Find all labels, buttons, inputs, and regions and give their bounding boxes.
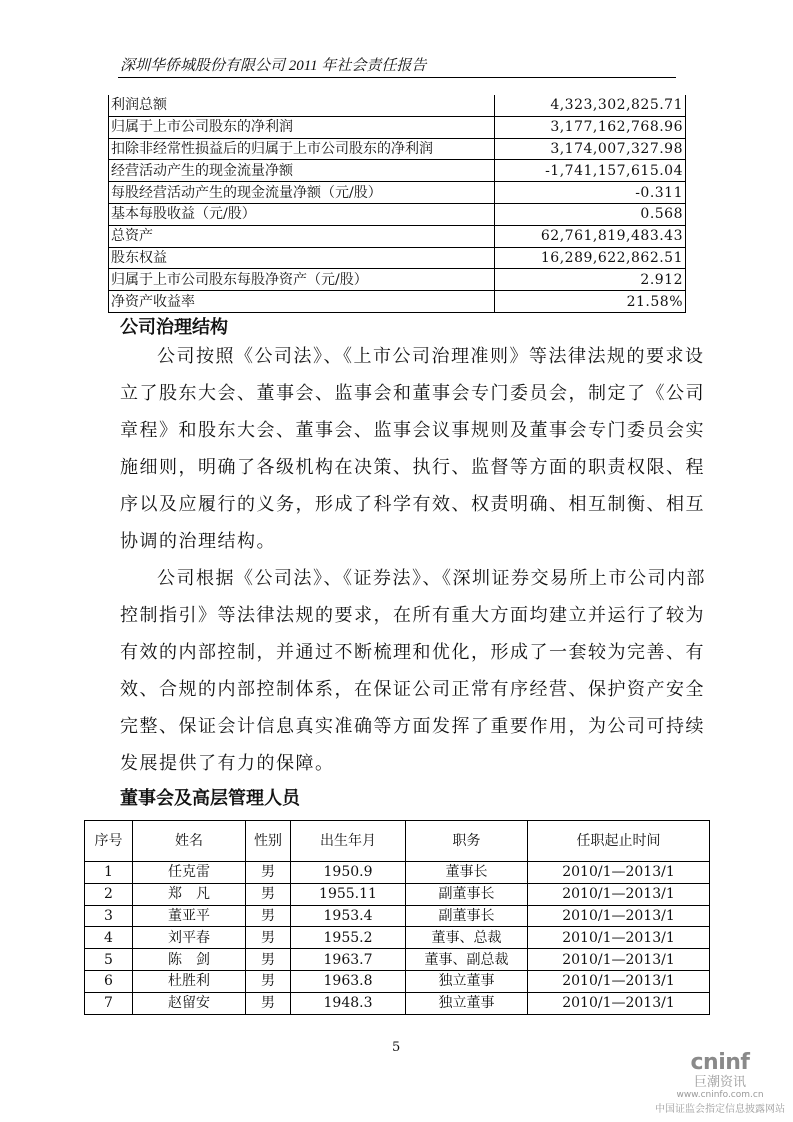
table-row <box>109 203 686 225</box>
paragraph-line: 序以及应履行的义务，形成了科学有效、权责明确、相互制衡、相互 <box>120 494 705 515</box>
table-cell: 1948.3 <box>291 992 406 1014</box>
table-row <box>109 160 686 182</box>
table-cell: 1963.7 <box>291 949 406 971</box>
paragraph-line: 公司按照《公司法》、《上市公司治理准则》等法律法规的要求设 <box>157 346 705 367</box>
table-cell: 1955.2 <box>291 927 406 949</box>
metric-value: -0.311 <box>495 182 686 204</box>
table-cell: 男 <box>246 970 291 992</box>
table-cell: 副董事长 <box>406 905 528 927</box>
header-divider <box>118 77 676 78</box>
column-header: 职务 <box>406 821 528 862</box>
column-header: 序号 <box>85 821 133 862</box>
table-cell: 1 <box>85 862 133 884</box>
table-row <box>109 138 686 160</box>
table-cell: 5 <box>85 949 133 971</box>
table-cell: 副董事长 <box>406 883 528 905</box>
table-cell: 任克雷 <box>133 862 246 884</box>
table-cell: 董亚平 <box>133 905 246 927</box>
paragraph-line: 立了股东大会、董事会、监事会和董事会专门委员会，制定了《公司 <box>120 383 705 404</box>
paragraph-line: 施细则，明确了各级机构在决策、执行、监督等方面的职责权限、程 <box>120 457 705 478</box>
table-row <box>109 116 686 138</box>
table-cell: 董事、副总裁 <box>406 949 528 971</box>
metric-label: 扣除非经常性损益后的归属于上市公司股东的净利润 <box>109 138 495 160</box>
table-cell: 7 <box>85 992 133 1014</box>
table-cell: 2010/1—2013/1 <box>528 970 710 992</box>
table-cell: 男 <box>246 992 291 1014</box>
logo-url: www.cninfo.com.cn <box>676 1090 764 1100</box>
logo-brand: cninf <box>690 1050 750 1075</box>
table-row <box>109 225 686 247</box>
governance-paragraph-2 <box>120 560 706 782</box>
metric-label: 利润总额 <box>109 95 495 116</box>
table-cell: 独立董事 <box>406 970 528 992</box>
table-row <box>85 883 710 905</box>
table-cell: 4 <box>85 927 133 949</box>
table-cell: 2010/1—2013/1 <box>528 992 710 1014</box>
metric-label: 总资产 <box>109 225 495 247</box>
paragraph-line: 发展提供了有力的保障。 <box>120 753 335 774</box>
column-header: 任职起止时间 <box>528 821 710 862</box>
table-cell: 郑 凡 <box>133 883 246 905</box>
table-cell: 6 <box>85 970 133 992</box>
metric-label: 每股经营活动产生的现金流量净额（元/股） <box>109 182 495 204</box>
running-header: 深圳华侨城股份有限公司 2011 年社会责任报告 <box>120 58 427 74</box>
metric-label: 股东权益 <box>109 247 495 269</box>
metric-label: 归属于上市公司股东每股净资产（元/股） <box>109 269 495 291</box>
page-number: 5 <box>392 1040 401 1055</box>
management-heading: 董事会及高层管理人员 <box>120 788 300 809</box>
table-row <box>109 247 686 269</box>
column-header: 性别 <box>246 821 291 862</box>
paragraph-line: 协调的治理结构。 <box>120 531 276 552</box>
table-cell: 2010/1—2013/1 <box>528 862 710 884</box>
table-cell: 2 <box>85 883 133 905</box>
metric-value: 4,323,302,825.71 <box>495 95 686 116</box>
cninfo-watermark <box>655 1050 785 1115</box>
table-row <box>109 95 686 116</box>
table-row <box>109 291 686 313</box>
table-cell: 1950.9 <box>291 862 406 884</box>
paragraph-line: 章程》和股东大会、董事会、监事会议事规则及董事会专门委员会实 <box>120 420 705 441</box>
table-cell: 1955.11 <box>291 883 406 905</box>
table-cell: 刘平春 <box>133 927 246 949</box>
table-cell: 男 <box>246 949 291 971</box>
management-table <box>84 820 710 1015</box>
table-cell: 2010/1—2013/1 <box>528 883 710 905</box>
table-cell: 1963.8 <box>291 970 406 992</box>
table-row <box>85 862 710 884</box>
table-row <box>85 949 710 971</box>
paragraph-line: 完整、保证会计信息真实准确等方面发挥了重要作用，为公司可持续 <box>120 716 705 737</box>
table-cell: 男 <box>246 862 291 884</box>
table-cell: 男 <box>246 905 291 927</box>
table-row <box>109 182 686 204</box>
metric-label: 归属于上市公司股东的净利润 <box>109 116 495 138</box>
governance-paragraph-1 <box>120 338 705 560</box>
table-cell: 杜胜利 <box>133 970 246 992</box>
governance-heading: 公司治理结构 <box>120 317 228 338</box>
metric-value: 3,174,007,327.98 <box>495 138 686 160</box>
table-cell: 赵留安 <box>133 992 246 1014</box>
table-cell: 1953.4 <box>291 905 406 927</box>
table-cell: 3 <box>85 905 133 927</box>
table-row <box>85 927 710 949</box>
metric-value: 62,761,819,483.43 <box>495 225 686 247</box>
table-row <box>109 269 686 291</box>
paragraph-line: 效、合规的内部控制体系，在保证公司正常有序经营、保护资产安全 <box>120 679 705 700</box>
paragraph-line: 有效的内部控制，并通过不断梳理和优化，形成了一套较为完善、有 <box>120 642 705 663</box>
table-cell: 独立董事 <box>406 992 528 1014</box>
financial-table <box>108 95 686 313</box>
column-header: 出生年月 <box>291 821 406 862</box>
metric-value: 3,177,162,768.96 <box>495 116 686 138</box>
column-header: 姓名 <box>133 821 246 862</box>
table-cell: 男 <box>246 883 291 905</box>
table-cell: 2010/1—2013/1 <box>528 927 710 949</box>
metric-label: 基本每股收益（元/股） <box>109 203 495 225</box>
table-cell: 2010/1—2013/1 <box>528 905 710 927</box>
table-cell: 董事、总裁 <box>406 927 528 949</box>
logo-tagline: 中国证监会指定信息披露网站 <box>655 1104 785 1115</box>
table-cell: 男 <box>246 927 291 949</box>
metric-value: 0.568 <box>495 203 686 225</box>
metric-value: 2.912 <box>495 269 686 291</box>
paragraph-line: 控制指引》等法律法规的要求，在所有重大方面均建立并运行了较为 <box>120 605 705 626</box>
metric-value: 21.58% <box>495 291 686 313</box>
table-row <box>85 905 710 927</box>
metric-value: 16,289,622,862.51 <box>495 247 686 269</box>
table-cell: 2010/1—2013/1 <box>528 949 710 971</box>
table-row <box>85 992 710 1014</box>
metric-value: -1,741,157,615.04 <box>495 160 686 182</box>
metric-label: 经营活动产生的现金流量净额 <box>109 160 495 182</box>
table-cell: 董事长 <box>406 862 528 884</box>
table-cell: 陈 剑 <box>133 949 246 971</box>
paragraph-line: 公司根据《公司法》、《证券法》、《深圳证券交易所上市公司内部 <box>157 568 706 589</box>
metric-label: 净资产收益率 <box>109 291 495 313</box>
logo-name: 巨潮资讯 <box>693 1075 746 1090</box>
table-row <box>85 970 710 992</box>
